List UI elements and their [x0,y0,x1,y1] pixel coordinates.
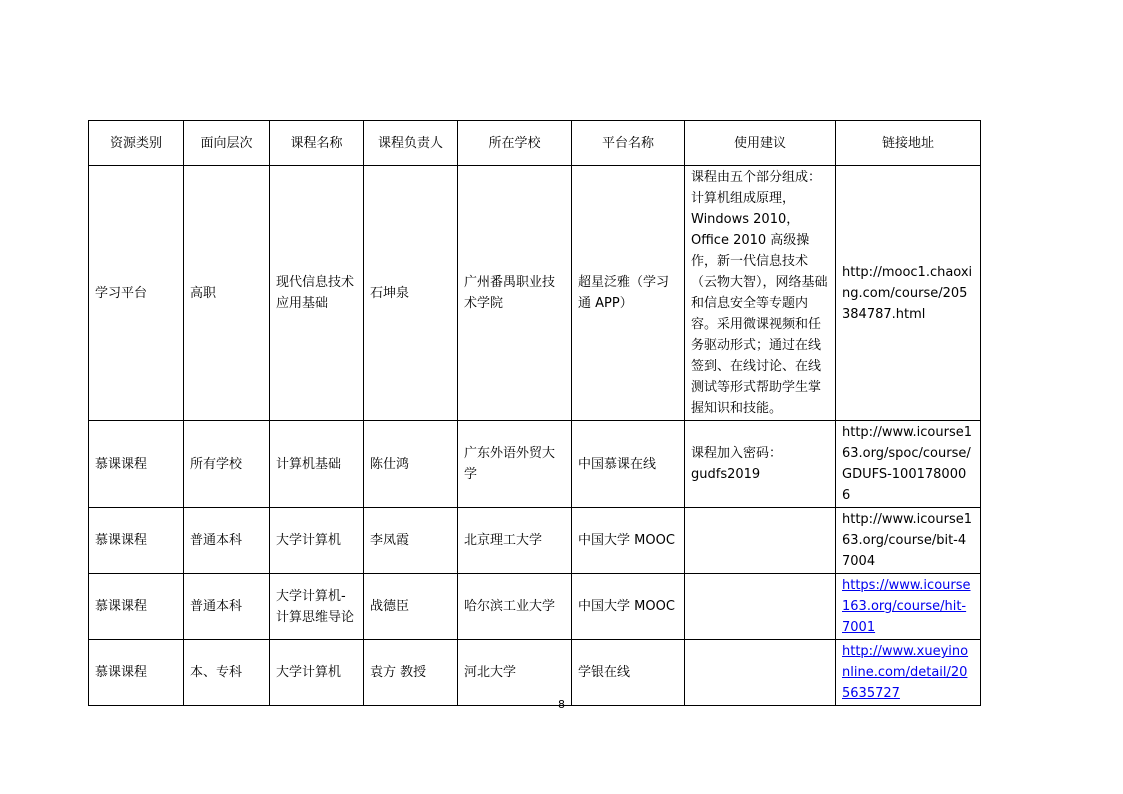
table-header-row [89,121,981,166]
cell-platform: 中国慕课在线 [572,421,685,508]
course-link[interactable]: http://www.xueyinonline.com/detail/205635727 [842,644,969,701]
cell-link: http://www.icourse163.org/spoc/course/GDUFS-1001780006 [836,421,981,508]
cell-level: 所有学校 [184,421,270,508]
cell-course: 现代信息技术应用基础 [270,166,364,421]
cell-platform: 超星泛雅（学习通 APP） [572,166,685,421]
header-level: 面向层次 [184,121,270,166]
cell-category: 慕课课程 [89,421,184,508]
cell-link [836,574,981,640]
cell-level: 本、专科 [184,640,270,706]
cell-lead: 陈仕鸿 [364,421,458,508]
cell-school: 广州番禺职业技术学院 [458,166,572,421]
cell-course: 计算机基础 [270,421,364,508]
cell-lead: 战德臣 [364,574,458,640]
cell-link: http://mooc1.chaoxing.com/course/205384787.html [836,166,981,421]
cell-advice: 课程由五个部分组成：计算机组成原理，Windows 2010，Office 2010 高级操作，新一代信息技术（云物大智），网络基础和信息安全等专题内容。采用微课视频和任务驱动形式；通过在线签到、在线讨论、在线测试等形式帮助学生掌握知识和技能。 [685,166,836,421]
page-number: 8 [558,698,565,711]
cell-course: 大学计算机 [270,508,364,574]
cell-platform: 中国大学 MOOC [572,508,685,574]
cell-category: 慕课课程 [89,574,184,640]
cell-school: 北京理工大学 [458,508,572,574]
header-platform: 平台名称 [572,121,685,166]
cell-link [836,640,981,706]
cell-advice [685,508,836,574]
cell-category: 学习平台 [89,166,184,421]
table-row [89,508,981,574]
table-row [89,640,981,706]
cell-lead: 石坤泉 [364,166,458,421]
cell-level: 普通本科 [184,574,270,640]
cell-link: http://www.icourse163.org/course/bit-47004 [836,508,981,574]
cell-platform: 中国大学 MOOC [572,574,685,640]
cell-school: 河北大学 [458,640,572,706]
cell-lead: 袁方 教授 [364,640,458,706]
header-course: 课程名称 [270,121,364,166]
cell-lead: 李凤霞 [364,508,458,574]
cell-advice [685,640,836,706]
resource-table [88,120,981,706]
cell-course: 大学计算机-计算思维导论 [270,574,364,640]
cell-level: 高职 [184,166,270,421]
cell-course: 大学计算机 [270,640,364,706]
cell-category: 慕课课程 [89,508,184,574]
cell-school: 哈尔滨工业大学 [458,574,572,640]
header-category: 资源类别 [89,121,184,166]
table-row [89,574,981,640]
table-row [89,166,981,421]
cell-advice: 课程加入密码：gudfs2019 [685,421,836,508]
cell-advice [685,574,836,640]
table-row [89,421,981,508]
cell-level: 普通本科 [184,508,270,574]
cell-category: 慕课课程 [89,640,184,706]
header-lead: 课程负责人 [364,121,458,166]
cell-platform: 学银在线 [572,640,685,706]
header-advice: 使用建议 [685,121,836,166]
cell-school: 广东外语外贸大学 [458,421,572,508]
header-link: 链接地址 [836,121,981,166]
header-school: 所在学校 [458,121,572,166]
course-link[interactable]: https://www.icourse163.org/course/hit-7001 [842,578,971,635]
